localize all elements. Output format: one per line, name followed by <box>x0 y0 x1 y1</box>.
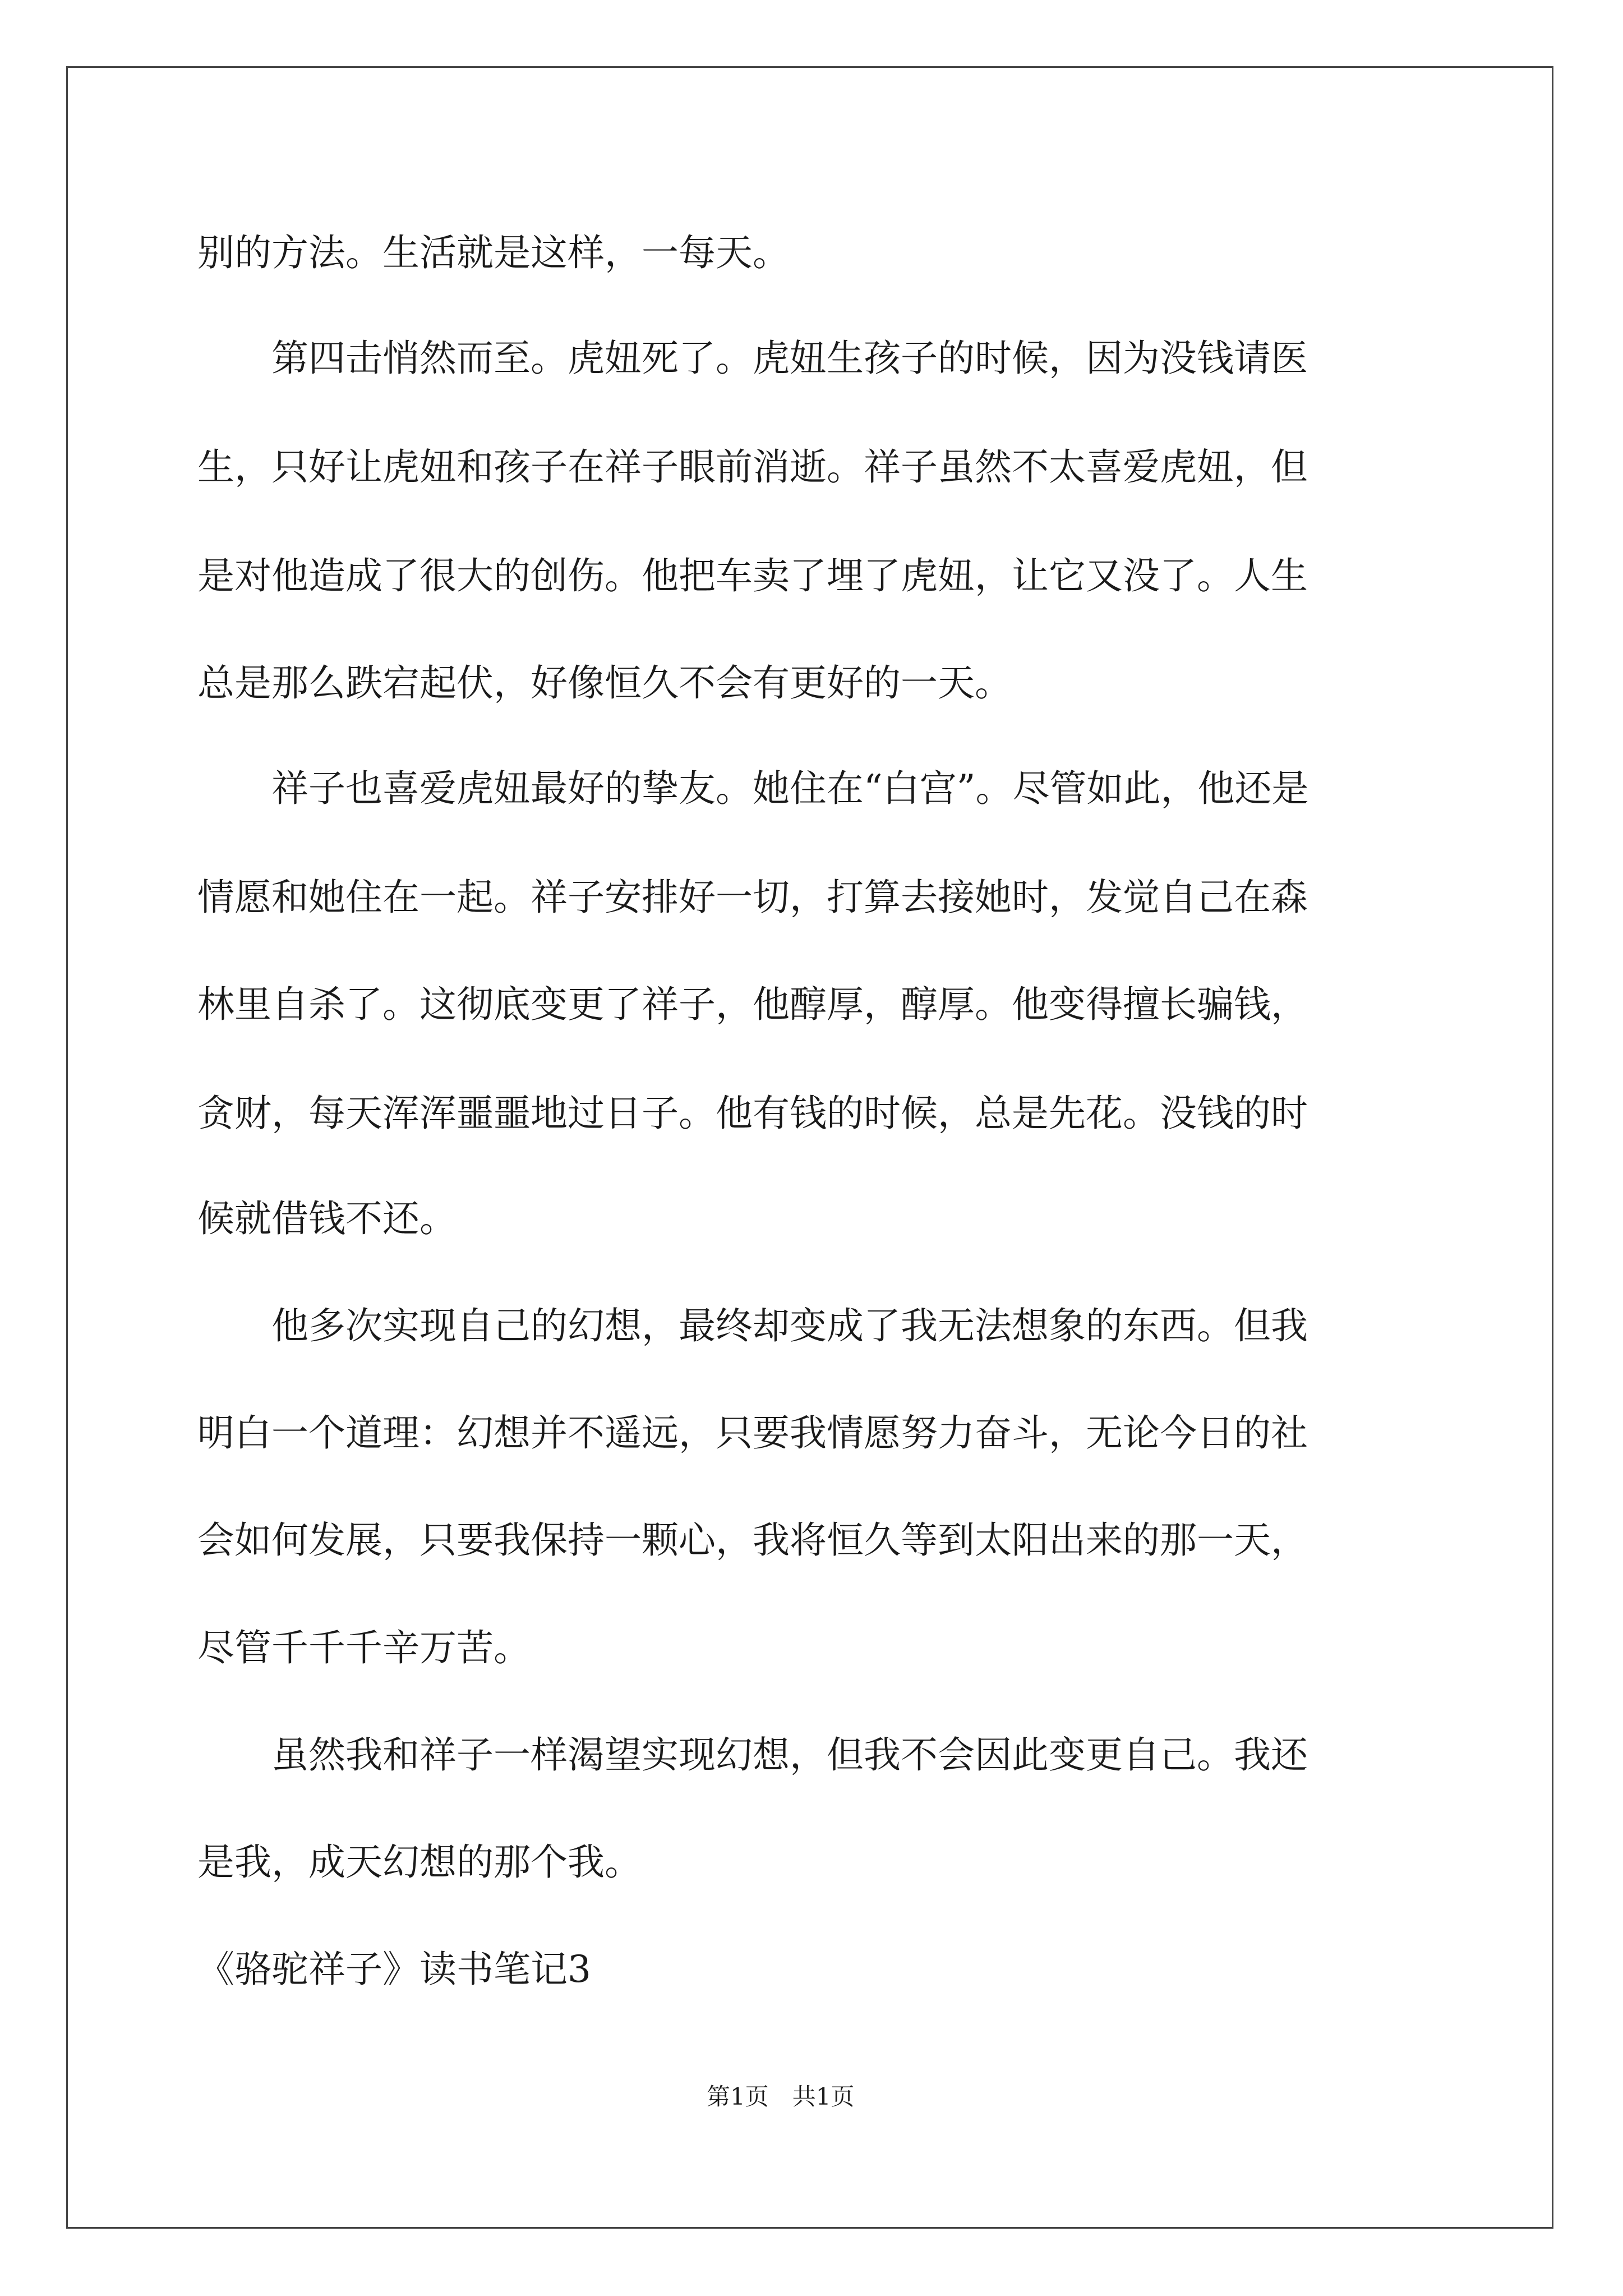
text-line: 他多次实现自己的幻想，最终却变成了我无法想象的东西。但我 <box>197 1304 1308 1347</box>
text-line: 贪财，每天浑浑噩噩地过日子。他有钱的时候，总是先花。没钱的时 <box>197 1092 1308 1135</box>
text-line: 候就借钱不还。 <box>197 1197 457 1240</box>
text-line: 总是那么跌宕起伏，好像恒久不会有更好的一天。 <box>197 661 1012 705</box>
text-line: 林里自杀了。这彻底变更了祥子，他醇厚，醇厚。他变得擅长骗钱， <box>197 983 1308 1026</box>
text-line: 尽管千千千辛万苦。 <box>197 1626 531 1669</box>
text-line: 是我，成天幻想的那个我。 <box>197 1841 642 1884</box>
text-line: 情愿和她住在一起。祥子安排好一切，打算去接她时，发觉自己在森 <box>197 876 1308 919</box>
text-line: 会如何发展，只要我保持一颗心，我将恒久等到太阳出来的那一天， <box>197 1519 1308 1562</box>
text-line: 虽然我和祥子一样渴望实现幻想，但我不会因此变更自己。我还 <box>197 1733 1308 1777</box>
text-line: 祥子也喜爱虎妞最好的挚友。她住在“白宫”。尽管如此，他还是 <box>197 767 1309 810</box>
text-line: 是对他造成了很大的创伤。他把车卖了埋了虎妞，让它又没了。人生 <box>197 554 1308 597</box>
text-line: 生，只好让虎妞和孩子在祥子眼前消逝。祥子虽然不太喜爱虎妞，但 <box>197 445 1308 489</box>
page-footer: 第1页 共1页 <box>707 2083 855 2110</box>
page-border <box>66 66 1553 2229</box>
text-line: 第四击悄然而至。虎妞死了。虎妞生孩子的时候，因为没钱请医 <box>197 337 1308 380</box>
text-line: 明白一个道理：幻想并不遥远，只要我情愿努力奋斗，无论今日的社 <box>197 1411 1308 1455</box>
text-line: 别的方法。生活就是这样，一每天。 <box>197 231 790 274</box>
section-heading: 《骆驼祥子》读书笔记3 <box>197 1948 591 1991</box>
